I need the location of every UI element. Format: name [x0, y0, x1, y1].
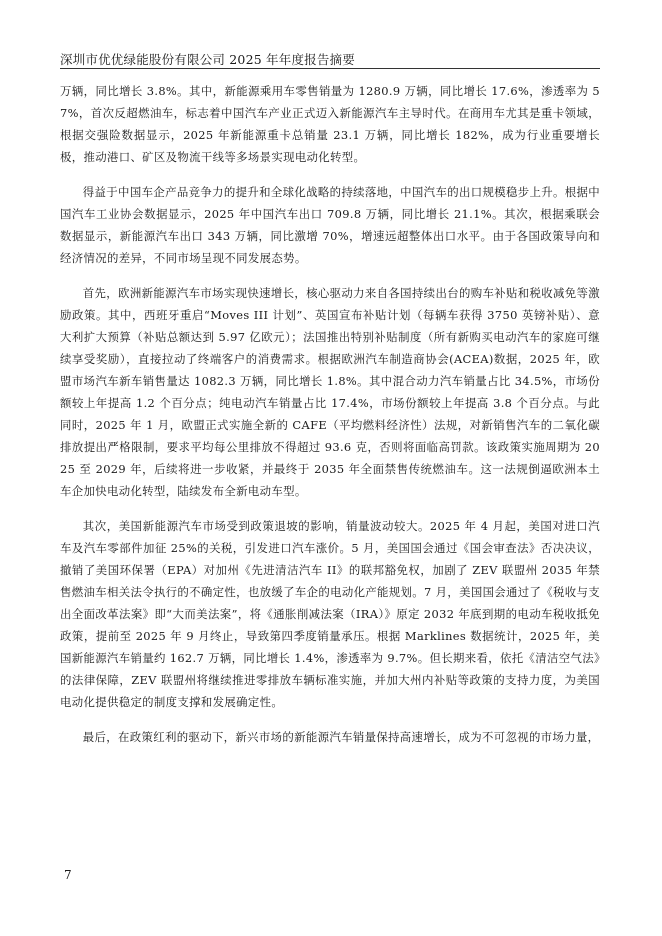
paragraph-export-growth: 得益于中国车企产品竞争力的提升和全球化战略的持续落地，中国汽车的出口规模稳步上升。根据中国汽车工业协会数据显示，2025 年中国汽车出口 709.8 万辆，同比增长 21.1%。其次，根据乘联会数据显示，新能源汽车出口 343 万辆，同比激增 70%，增速远超整体出口水平。由于各国政策导向和经济情况的差异，不同市场呈现不同发展态势。	[60, 185, 600, 265]
report-header-title: 深圳市优优绿能股份有限公司 2025 年年度报告摘要	[60, 52, 355, 67]
header-divider	[60, 68, 600, 69]
paragraph-europe-market: 首先，欧洲新能源汽车市场实现快速增长，核心驱动力来自各国持续出台的购车补贴和税收减免等激励政策。其中，西班牙重启“Moves III 计划”、英国宣布补贴计划（每辆车获得 3750 英镑补贴）、意大利扩大预算（补贴总额达到 5.97 亿欧元）；法国推出特别补贴制度（所有新购买电动汽车的家庭可继续享受奖励），直接拉动了终端客户的消费需求。根据欧洲汽车制造商协会(ACEA)数据，2025 年，欧盟市场汽车新车销售量达 1082.3 万辆，同比增长 1.8%。其中混合动力汽车销量占比 34.5%，市场份额较上年提高 1.2 个百分点；纯电动汽车销量占比 17.4%，市场份额较上年提高 3.8 个百分点。与此同时，2025 年 1 月，欧盟正式实施全新的 CAFE（平均燃料经济性）法规，对新销售汽车的二氧化碳排放提出严格限制，要求平均每公里排放不得超过 93.6 克，否则将面临高罚款。该政策实施周期为 2025 至 2029 年，后续将进一步收紧，并最终于 2035 年全面禁售传统燃油车。这一法规倒逼欧洲本土车企加快电动化转型，陆续发布全新电动车型。	[60, 286, 600, 498]
report-body	[60, 80, 600, 761]
paragraph-ev-sales-continued: 万辆，同比增长 3.8%。其中，新能源乘用车零售销量为 1280.9 万辆，同比增长 17.6%，渗透率为 57%，首次反超燃油车，标志着中国汽车产业正式迈入新能源汽车主导时代。在商用车尤其是重卡领域，根据交强险数据显示，2025 年新能源重卡总销量 23.1 万辆，同比增长 182%，成为行业重要增长极，推动港口、矿区及物流干线等多场景实现电动化转型。	[60, 84, 600, 164]
paragraph-emerging-markets: 最后，在政策红利的驱动下，新兴市场的新能源汽车销量保持高速增长，成为不可忽视的市场力量，	[82, 730, 600, 744]
paragraph-us-market: 其次，美国新能源汽车市场受到政策退坡的影响，销量波动较大。2025 年 4 月起，美国对进口汽车及汽车零部件加征 25%的关税，引发进口汽车涨价。5 月，美国国会通过《国会审查法》否决决议，撤销了美国环保署（EPA）对加州《先进清洁汽车 II》的联邦豁免权，加剧了 ZEV 联盟州 2035 年禁售燃油车相关法令执行的不确定性，也放缓了车企的电动化产能规划。7 月，美国国会通过了《税收与支出全面改革法案》即“大而美法案”，将《通胀削减法案（IRA）》原定 2032 年底到期的电动车税收抵免政策，提前至 2025 年 9 月终止，导致第四季度销量承压。根据 Marklines 数据统计，2025 年，美国新能源汽车销量约 162.7 万辆，同比增长 1.4%，渗透率为 9.7%。但长期来看，依托《清洁空气法》的法律保障，ZEV 联盟州将继续推进零排放车辆标准实施，并加大州内补贴等政策的支持力度，为美国电动化提供稳定的制度支撑和发展确定性。	[60, 519, 600, 709]
page-number: 7	[64, 868, 72, 882]
